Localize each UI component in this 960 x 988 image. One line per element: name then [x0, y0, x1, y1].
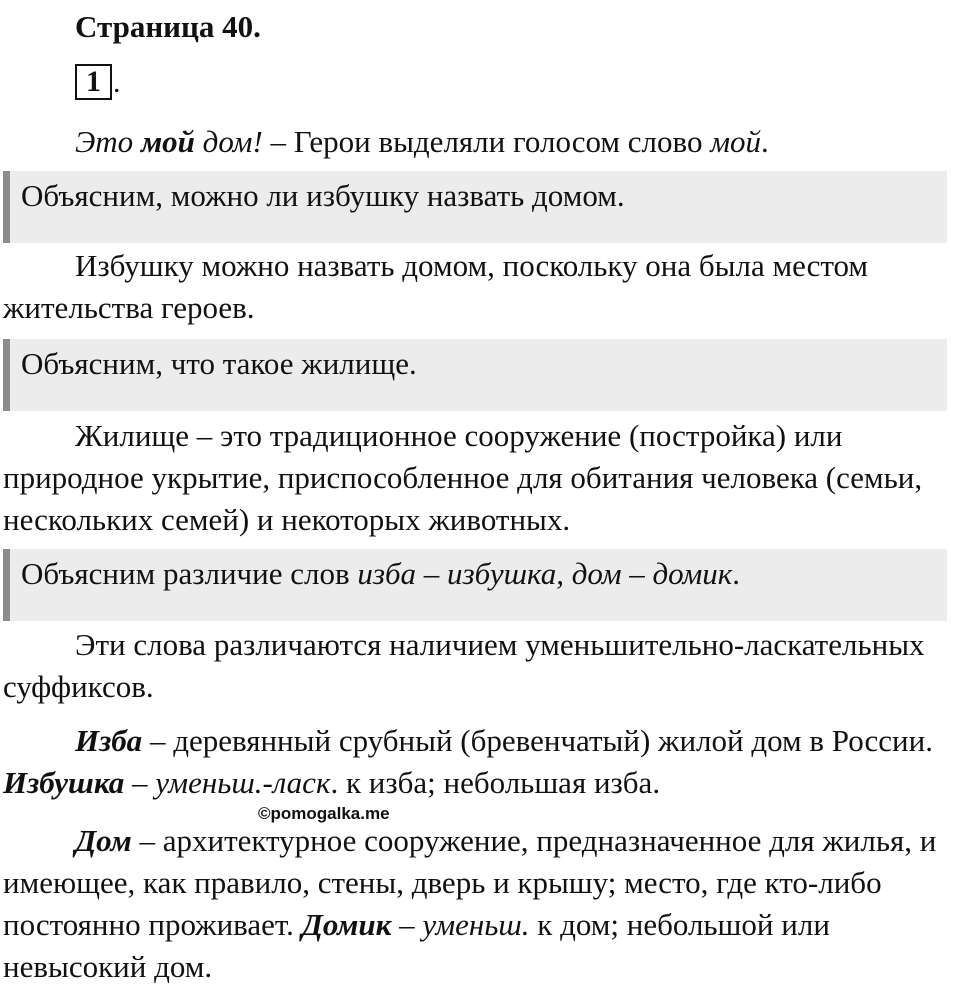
izbushka-abbrev: – уменьш.-ласк: [124, 765, 331, 800]
watermark: ©pomogalka.me: [258, 804, 390, 823]
paragraph-answer-2: Жилище – это традиционное сооружение (постройка) или природное укрытие, приспособленное для обитания человека (семьи, нескольких семей) и некоторых животных.: [3, 418, 923, 537]
paragraph-answer-1: Избушку можно назвать домом, поскольку она была местом жительства героев.: [3, 248, 869, 325]
intro-italic-3: мой: [710, 124, 761, 159]
callout-question-3: [3, 549, 947, 621]
paragraph-dom: [3, 820, 960, 988]
callout-3-text-2: .: [732, 556, 741, 591]
callout-3-text-1: Объясним различие слов: [21, 556, 358, 591]
izba-term: Изба: [75, 723, 143, 758]
domik-abbrev: – уменьш.: [391, 907, 530, 942]
paragraph-answer-3: Эти слова различаются наличием уменьшительно-ласкательных суффиксов.: [3, 627, 925, 704]
task-number-dot: .: [113, 66, 121, 99]
intro-text-1: – Герои выделяли голосом слово: [262, 124, 711, 159]
callout-question-2: Объясним, что такое жилище.: [3, 339, 947, 411]
dom-definition: – архитектурное сооружение, предназначенное для жилья, и имеющее, как правило, стены, дверь и крышу; место, где кто-либо постоянно проживает.: [3, 823, 937, 942]
callout-question-1: Объясним, можно ли избушку назвать домом.: [3, 171, 947, 243]
izbushka-term: Избушка: [3, 765, 125, 800]
izbushka-definition: . к изба; небольшая изба.: [330, 765, 661, 800]
task-number-box: 1: [75, 64, 112, 100]
intro-italic-2: дом!: [194, 124, 263, 159]
callout-3-italic: изба – избушка, дом – домик: [357, 556, 733, 591]
intro-italic-1: Это: [75, 124, 141, 159]
dom-term: Дом: [75, 823, 132, 858]
intro-bold-word: мой: [140, 124, 195, 159]
domik-definition: к дом; небольшой или невысокий дом.: [3, 907, 830, 984]
izba-definition: – деревянный срубный (бревенчатый) жилой дом в России.: [142, 723, 933, 758]
domik-term: Домик: [301, 907, 392, 942]
intro-text-2: .: [761, 124, 769, 159]
page-title: Страница 40.: [75, 9, 261, 44]
paragraph-izba: [3, 720, 960, 804]
paragraph-intro: [3, 121, 960, 163]
